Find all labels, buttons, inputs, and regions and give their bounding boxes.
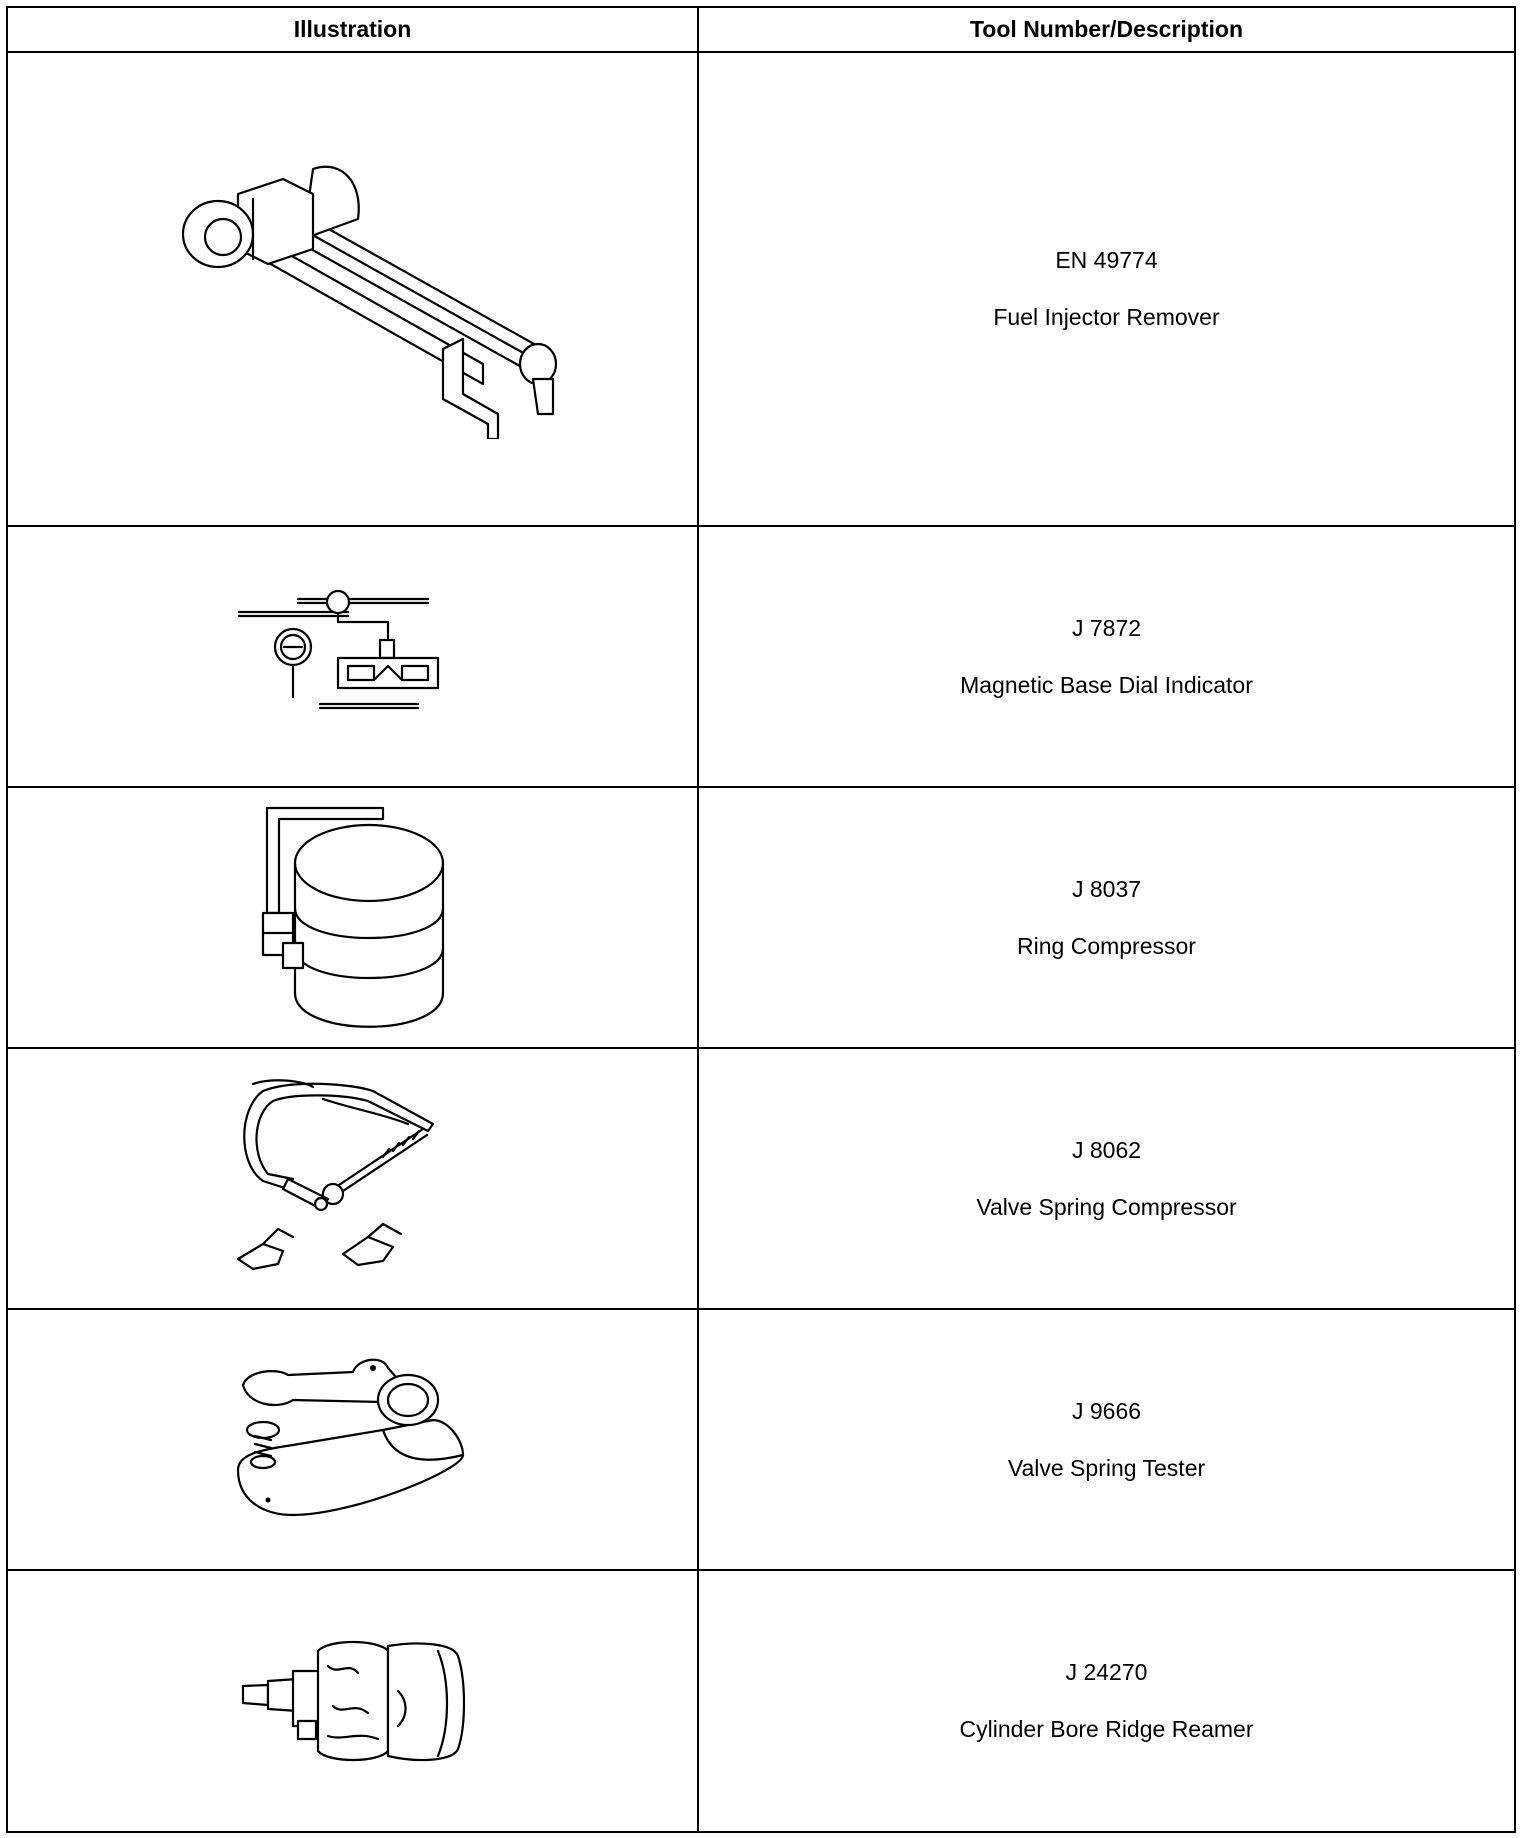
description-cell — [698, 526, 1515, 787]
illustration-cell — [7, 1048, 698, 1309]
table-row — [7, 1570, 1515, 1832]
description-cell — [698, 52, 1515, 526]
header-tool-description: Tool Number/Description — [698, 7, 1515, 52]
illustration-cell — [7, 1570, 698, 1832]
table-row — [7, 526, 1515, 787]
ridge-reamer-icon — [238, 1631, 468, 1771]
description-cell — [698, 1309, 1515, 1570]
table-row — [7, 787, 1515, 1048]
tool-description: Fuel Injector Remover — [993, 304, 1220, 330]
table-row — [7, 1309, 1515, 1570]
fuel-injector-remover-icon — [143, 139, 563, 439]
tool-table — [6, 6, 1516, 1833]
tool-description: Magnetic Base Dial Indicator — [960, 671, 1253, 698]
dial-indicator-icon — [238, 582, 468, 732]
tool-number: J 9666 — [1071, 1397, 1142, 1424]
illustration-cell — [7, 1309, 698, 1570]
ring-compressor-icon — [253, 803, 453, 1033]
valve-spring-tester-icon — [233, 1350, 473, 1530]
description-cell — [698, 1570, 1515, 1832]
illustration-cell — [7, 526, 698, 787]
tool-description: Cylinder Bore Ridge Reamer — [959, 1716, 1254, 1742]
header-illustration: Illustration — [7, 7, 698, 52]
tool-number: J 7872 — [1071, 614, 1142, 641]
tool-description: Ring Compressor — [1017, 932, 1196, 959]
table-row — [7, 52, 1515, 526]
description-cell — [698, 787, 1515, 1048]
header-row — [7, 7, 1515, 52]
tool-number: EN 49774 — [1055, 247, 1158, 273]
tool-number: J 8062 — [1071, 1136, 1142, 1163]
tool-number: J 8037 — [1071, 875, 1142, 902]
description-cell — [698, 1048, 1515, 1309]
valve-spring-compressor-icon — [233, 1069, 473, 1289]
illustration-cell — [7, 787, 698, 1048]
table-row — [7, 1048, 1515, 1309]
tool-number: J 24270 — [1065, 1659, 1148, 1685]
illustration-cell — [7, 52, 698, 526]
tool-description: Valve Spring Tester — [1007, 1454, 1206, 1481]
tool-description: Valve Spring Compressor — [976, 1193, 1237, 1220]
